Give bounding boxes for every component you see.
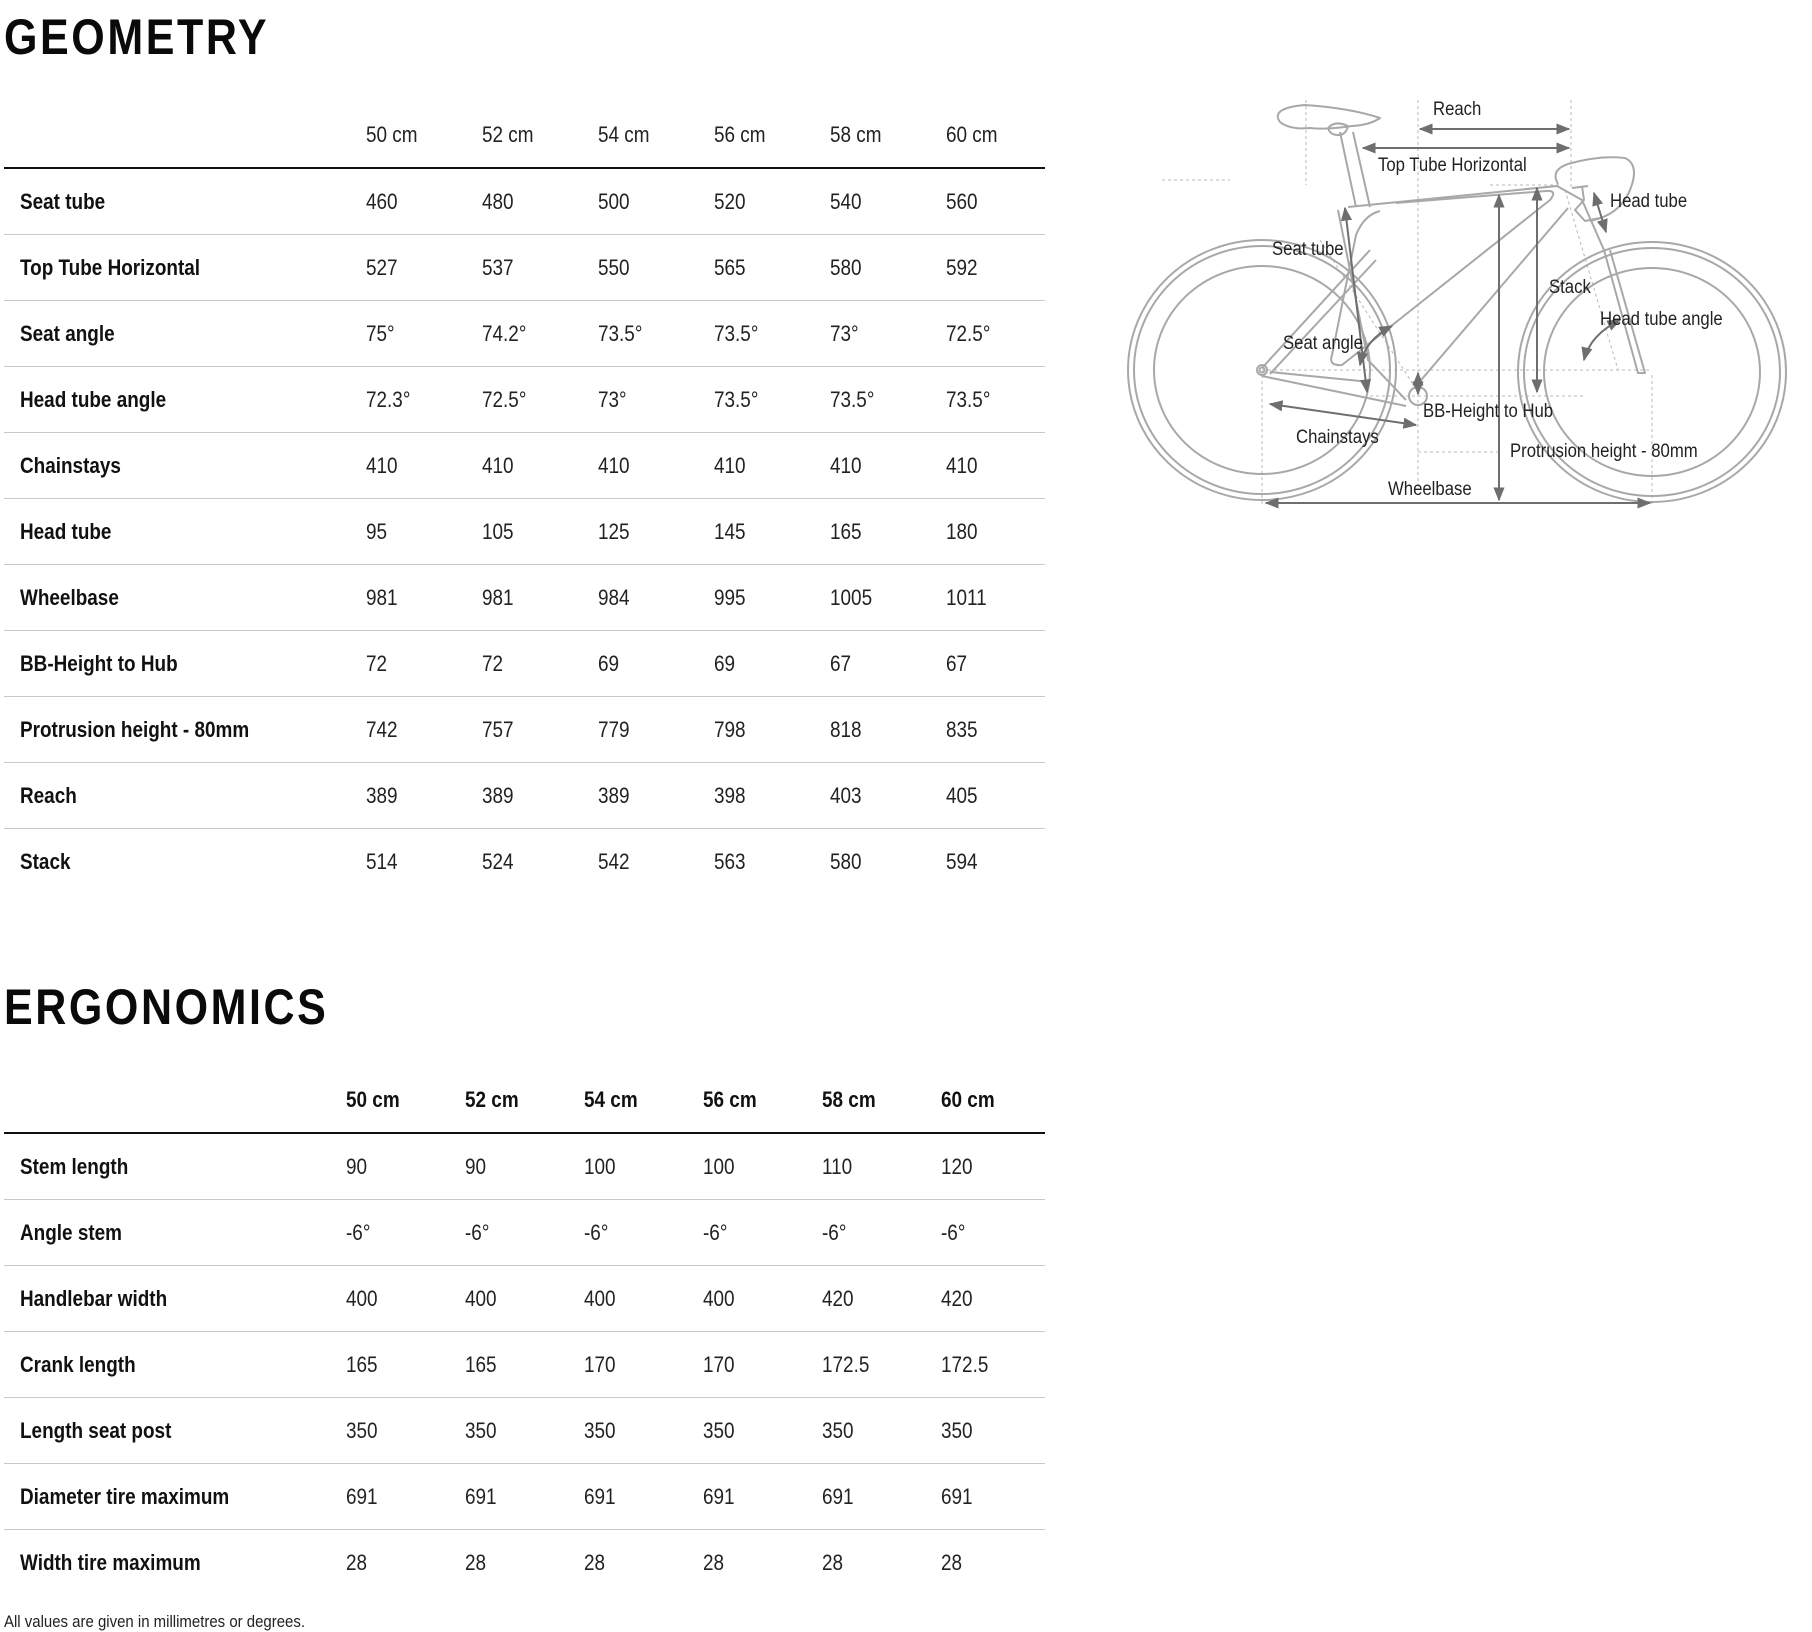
row-value: 28 <box>465 1549 487 1575</box>
row-value: 835 <box>946 716 978 742</box>
row-value: 165 <box>346 1351 378 1377</box>
row-value: 73.5° <box>714 386 759 412</box>
row-value: 565 <box>714 254 746 280</box>
table-row <box>4 169 1045 235</box>
row-value: 592 <box>946 254 978 280</box>
table-row <box>4 1266 1045 1332</box>
row-label: Head tube angle <box>20 386 167 412</box>
row-label: Crank length <box>20 1351 136 1377</box>
row-value: 398 <box>714 782 746 808</box>
row-value: 818 <box>830 716 862 742</box>
row-value: 480 <box>482 188 514 214</box>
table-row <box>4 1200 1045 1266</box>
row-label: BB-Height to Hub <box>20 650 178 676</box>
row-value: 165 <box>465 1351 497 1377</box>
row-value: -6° <box>465 1219 490 1245</box>
row-label: Wheelbase <box>20 584 119 610</box>
row-value: 540 <box>830 188 862 214</box>
ergonomics-col-58: 58 cm <box>822 1086 876 1112</box>
table-row <box>4 301 1045 367</box>
diagram-label-chainstays: Chainstays <box>1296 427 1379 448</box>
row-value: 389 <box>482 782 514 808</box>
row-value: 67 <box>946 650 968 676</box>
row-value: 410 <box>598 452 630 478</box>
row-value: 74.2° <box>482 320 527 346</box>
row-value: 28 <box>822 1549 844 1575</box>
row-value: 563 <box>714 848 746 874</box>
row-value: 100 <box>703 1153 735 1179</box>
row-value: 410 <box>830 452 862 478</box>
row-value: 410 <box>946 452 978 478</box>
geometry-col-56: 56 cm <box>714 121 766 147</box>
row-value: 981 <box>366 584 398 610</box>
row-label: Width tire maximum <box>20 1549 201 1575</box>
row-value: 995 <box>714 584 746 610</box>
row-value: 350 <box>584 1417 616 1443</box>
row-value: 405 <box>946 782 978 808</box>
ergonomics-title: ERGONOMICS <box>4 979 329 1035</box>
ergonomics-col-60: 60 cm <box>941 1086 995 1112</box>
row-value: 403 <box>830 782 862 808</box>
ergonomics-col-50: 50 cm <box>346 1086 400 1112</box>
geometry-col-60: 60 cm <box>946 121 998 147</box>
table-row <box>4 235 1045 301</box>
table-row <box>4 433 1045 499</box>
table-row <box>4 565 1045 631</box>
row-value: 110 <box>822 1153 853 1179</box>
geometry-col-52: 52 cm <box>482 121 534 147</box>
diagram-label-head-tube: Head tube <box>1610 191 1688 212</box>
row-label: Reach <box>20 782 77 808</box>
table-row <box>4 1332 1045 1398</box>
row-value: 691 <box>822 1483 854 1509</box>
diagram-label-stack: Stack <box>1549 277 1591 298</box>
row-value: 172.5 <box>941 1351 989 1377</box>
geometry-col-54: 54 cm <box>598 121 650 147</box>
row-value: 350 <box>703 1417 735 1443</box>
row-value: 350 <box>346 1417 378 1443</box>
row-value: 594 <box>946 848 978 874</box>
row-label: Head tube <box>20 518 112 544</box>
ergonomics-col-56: 56 cm <box>703 1086 757 1112</box>
row-value: 165 <box>830 518 862 544</box>
row-label: Diameter tire maximum <box>20 1483 230 1509</box>
units-footnote: All values are given in millimetres or degrees. <box>4 1612 306 1631</box>
row-value: 389 <box>366 782 398 808</box>
diagram-label-head-tube-angle: Head tube angle <box>1600 309 1723 330</box>
table-row <box>4 1398 1045 1464</box>
row-value: 580 <box>830 848 862 874</box>
row-value: 125 <box>598 518 630 544</box>
table-row <box>4 499 1045 565</box>
row-value: 28 <box>584 1549 606 1575</box>
diagram-label-bb-height-to-hub: BB-Height to Hub <box>1423 401 1554 422</box>
row-value: 28 <box>346 1549 368 1575</box>
row-value: 520 <box>714 188 746 214</box>
row-value: 400 <box>465 1285 497 1311</box>
row-value: 95 <box>366 518 388 544</box>
row-value: 537 <box>482 254 514 280</box>
row-value: 100 <box>584 1153 616 1179</box>
row-value: 67 <box>830 650 852 676</box>
row-value: 984 <box>598 584 630 610</box>
row-value: 145 <box>714 518 746 544</box>
row-value: 350 <box>822 1417 854 1443</box>
row-value: 170 <box>584 1351 616 1377</box>
row-value: 72 <box>366 650 388 676</box>
geometry-col-58: 58 cm <box>830 121 882 147</box>
row-value: 73.5° <box>830 386 875 412</box>
row-label: Chainstays <box>20 452 121 478</box>
row-value: 691 <box>703 1483 735 1509</box>
row-value: 72 <box>482 650 504 676</box>
row-value: 550 <box>598 254 630 280</box>
row-value: 410 <box>366 452 398 478</box>
bike-geometry-diagram <box>1120 90 1810 520</box>
row-value: 389 <box>598 782 630 808</box>
row-value: 691 <box>346 1483 378 1509</box>
row-value: 72.5° <box>482 386 527 412</box>
row-value: 691 <box>584 1483 616 1509</box>
row-value: 69 <box>714 650 736 676</box>
row-value: 524 <box>482 848 514 874</box>
row-value: 500 <box>598 188 630 214</box>
row-value: 742 <box>366 716 398 742</box>
row-label: Seat tube <box>20 188 106 214</box>
row-value: -6° <box>822 1219 847 1245</box>
geometry-header-row <box>4 102 1045 169</box>
row-value: 73.5° <box>714 320 759 346</box>
diagram-label-protrusion-height: Protrusion height - 80mm <box>1510 441 1698 462</box>
row-label: Seat angle <box>20 320 115 346</box>
row-value: 120 <box>941 1153 973 1179</box>
row-label: Length seat post <box>20 1417 172 1443</box>
row-value: 28 <box>703 1549 725 1575</box>
row-value: -6° <box>346 1219 371 1245</box>
table-row <box>4 763 1045 829</box>
ergonomics-header-row <box>4 1067 1045 1134</box>
table-row <box>4 829 1045 894</box>
table-row <box>4 367 1045 433</box>
row-value: 400 <box>703 1285 735 1311</box>
table-row <box>4 1464 1045 1530</box>
row-value: 410 <box>714 452 746 478</box>
row-label: Stack <box>20 848 71 874</box>
row-label: Handlebar width <box>20 1285 168 1311</box>
row-value: 400 <box>346 1285 378 1311</box>
ergonomics-col-52: 52 cm <box>465 1086 519 1112</box>
row-value: 1011 <box>946 584 987 610</box>
ergonomics-col-54: 54 cm <box>584 1086 638 1112</box>
row-value: 410 <box>482 452 514 478</box>
row-value: 757 <box>482 716 514 742</box>
geometry-col-50: 50 cm <box>366 121 418 147</box>
row-value: 798 <box>714 716 746 742</box>
table-row <box>4 697 1045 763</box>
row-value: 72.5° <box>946 320 991 346</box>
row-value: 691 <box>465 1483 497 1509</box>
row-value: 981 <box>482 584 514 610</box>
row-value: 580 <box>830 254 862 280</box>
row-value: 779 <box>598 716 630 742</box>
ergonomics-table <box>4 1067 1045 1595</box>
row-value: 1005 <box>830 584 873 610</box>
row-value: 75° <box>366 320 395 346</box>
row-value: 527 <box>366 254 398 280</box>
row-value: -6° <box>941 1219 966 1245</box>
diagram-label-wheelbase: Wheelbase <box>1388 479 1472 500</box>
row-value: 105 <box>482 518 514 544</box>
row-value: 350 <box>465 1417 497 1443</box>
row-value: 180 <box>946 518 978 544</box>
diagram-label-seat-angle: Seat angle <box>1283 333 1363 354</box>
row-value: -6° <box>703 1219 728 1245</box>
row-value: 73.5° <box>598 320 643 346</box>
geometry-title: GEOMETRY <box>4 9 270 65</box>
row-label: Protrusion height - 80mm <box>20 716 250 742</box>
row-value: 400 <box>584 1285 616 1311</box>
row-value: 460 <box>366 188 398 214</box>
row-label: Angle stem <box>20 1219 122 1245</box>
row-value: 172.5 <box>822 1351 870 1377</box>
diagram-label-seat-tube: Seat tube <box>1272 239 1344 260</box>
row-value: 691 <box>941 1483 973 1509</box>
diagram-label-top-tube-horizontal: Top Tube Horizontal <box>1378 155 1527 176</box>
row-value: 170 <box>703 1351 735 1377</box>
geometry-table <box>4 102 1045 894</box>
table-row <box>4 1134 1045 1200</box>
row-value: 542 <box>598 848 630 874</box>
row-value: 90 <box>465 1153 487 1179</box>
row-label: Stem length <box>20 1153 129 1179</box>
row-value: 69 <box>598 650 620 676</box>
row-label: Top Tube Horizontal <box>20 254 201 280</box>
row-value: -6° <box>584 1219 609 1245</box>
row-value: 560 <box>946 188 978 214</box>
table-row <box>4 631 1045 697</box>
row-value: 28 <box>941 1549 963 1575</box>
row-value: 420 <box>822 1285 854 1311</box>
row-value: 73° <box>598 386 627 412</box>
row-value: 420 <box>941 1285 973 1311</box>
row-value: 73° <box>830 320 859 346</box>
row-value: 90 <box>346 1153 368 1179</box>
row-value: 514 <box>366 848 398 874</box>
row-value: 350 <box>941 1417 973 1443</box>
diagram-label-reach: Reach <box>1433 99 1482 120</box>
table-row <box>4 1530 1045 1595</box>
row-value: 72.3° <box>366 386 411 412</box>
row-value: 73.5° <box>946 386 991 412</box>
